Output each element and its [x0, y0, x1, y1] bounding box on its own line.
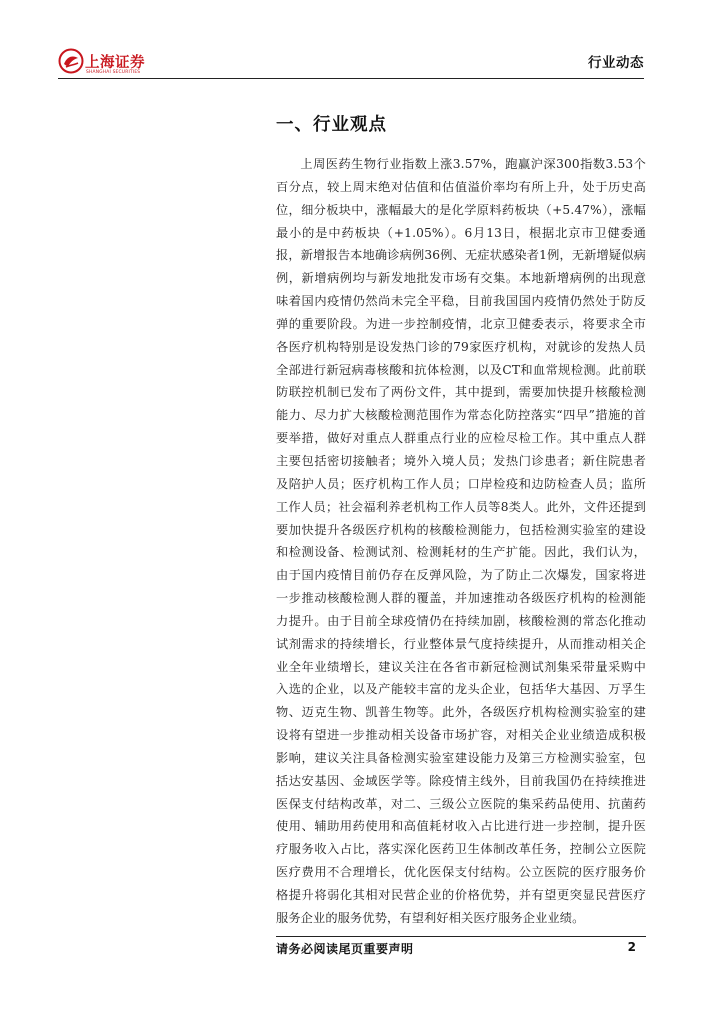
brand-subtitle: SHANGHAI SECURITIES [86, 70, 141, 75]
header-divider [58, 78, 644, 79]
brand-name: 上海证券 [85, 55, 145, 71]
section-title: 一、行业观点 [276, 115, 387, 135]
footer-divider [276, 936, 646, 937]
disclaimer-note: 请务必阅读尾页重要声明 [276, 942, 414, 956]
body-paragraph: 上周医药生物行业指数上涨3.57%，跑赢沪深300指数3.53个百分点，较上周末绝对估值和估值溢价率均有所上升，处于历史高位，细分板块中，涨幅最大的是化学原料药板块（+5.47%），涨幅最小的是中药板块（+1.05%）。6月13日，根据北京市卫健委通报，新增报告本地确诊病例36例、无症状感染者1例，无新增疑似病例，新增病例均与新发地批发市场有交集。本地新增病例的出现意味着国内疫情仍然尚未完全平稳，目前我国国内疫情仍然处于防反弹的重要阶段。为进一步控制疫情，北京卫健委表示，将要求全市各医疗机构特别是设发热门诊的79家医疗机构，对就诊的发热人员全部进行新冠病毒核酸和抗体检测，以及CT和血常规检测。此前联防联控机制已发布了两份文件，其中提到，需要加快提升核酸检测能力、尽力扩大核酸检测范围作为常态化防控落实“四早”措施的首要举措，做好对重点人群重点行业的应检尽检工作。其中重点人群主要包括密切接触者；境外入境人员；发热门诊患者；新住院患者及陪护人员；医疗机构工作人员；口岸检疫和边防检查人员；监所工作人员；社会福利养老机构工作人员等8类人。此外，文件还提到要加快提升各级医疗机构的核酸检测能力，包括检测实验室的建设和检测设备、检测试剂、检测耗材的生产扩能。因此，我们认为，由于国内疫情目前仍存在反弹风险，为了防止二次爆发，国家将进一步推动核酸检测人群的覆盖，并加速推动各级医疗机构的检测能力提升。由于目前全球疫情仍在持续加剧，核酸检测的常态化推动试剂需求的持续增长，行业整体景气度持续提升，从而推动相关企业全年业绩增长，建议关注在各省市新冠检测试剂集采带量采购中入选的企业，以及产能较丰富的龙头企业，包括华大基因、万孚生物、迈克生物、凯普生物等。此外，各级医疗机构检测实验室的建设将有望进一步推动相关设备市场扩容，对相关企业业绩造成积极影响，建议关注具备检测实验室建设能力及第三方检测实验室，包括达安基因、金域医学等。除疫情主线外，目前我国仍在持续推进医保支付结构改革，对二、三级公立医院的集采药品使用、抗菌药使用、辅助用药使用和高值耗材收入占比进行进一步控制，提升医疗服务收入占比，落实深化医药卫生体制改革任务，控制公立医院医疗费用不合理增长，优化医保支付结构。公立医院的医疗服务价格提升将弱化其相对民营企业的价格优势，并有望更突显民营医疗服务企业的服务优势，有望利好相关医疗服务企业业绩。 [276, 157, 646, 925]
page-number: 2 [627, 940, 636, 954]
company-logo [58, 48, 178, 78]
company-emblem-icon [58, 48, 84, 74]
report-category: 行业动态 [588, 55, 644, 71]
page-header [0, 0, 724, 82]
